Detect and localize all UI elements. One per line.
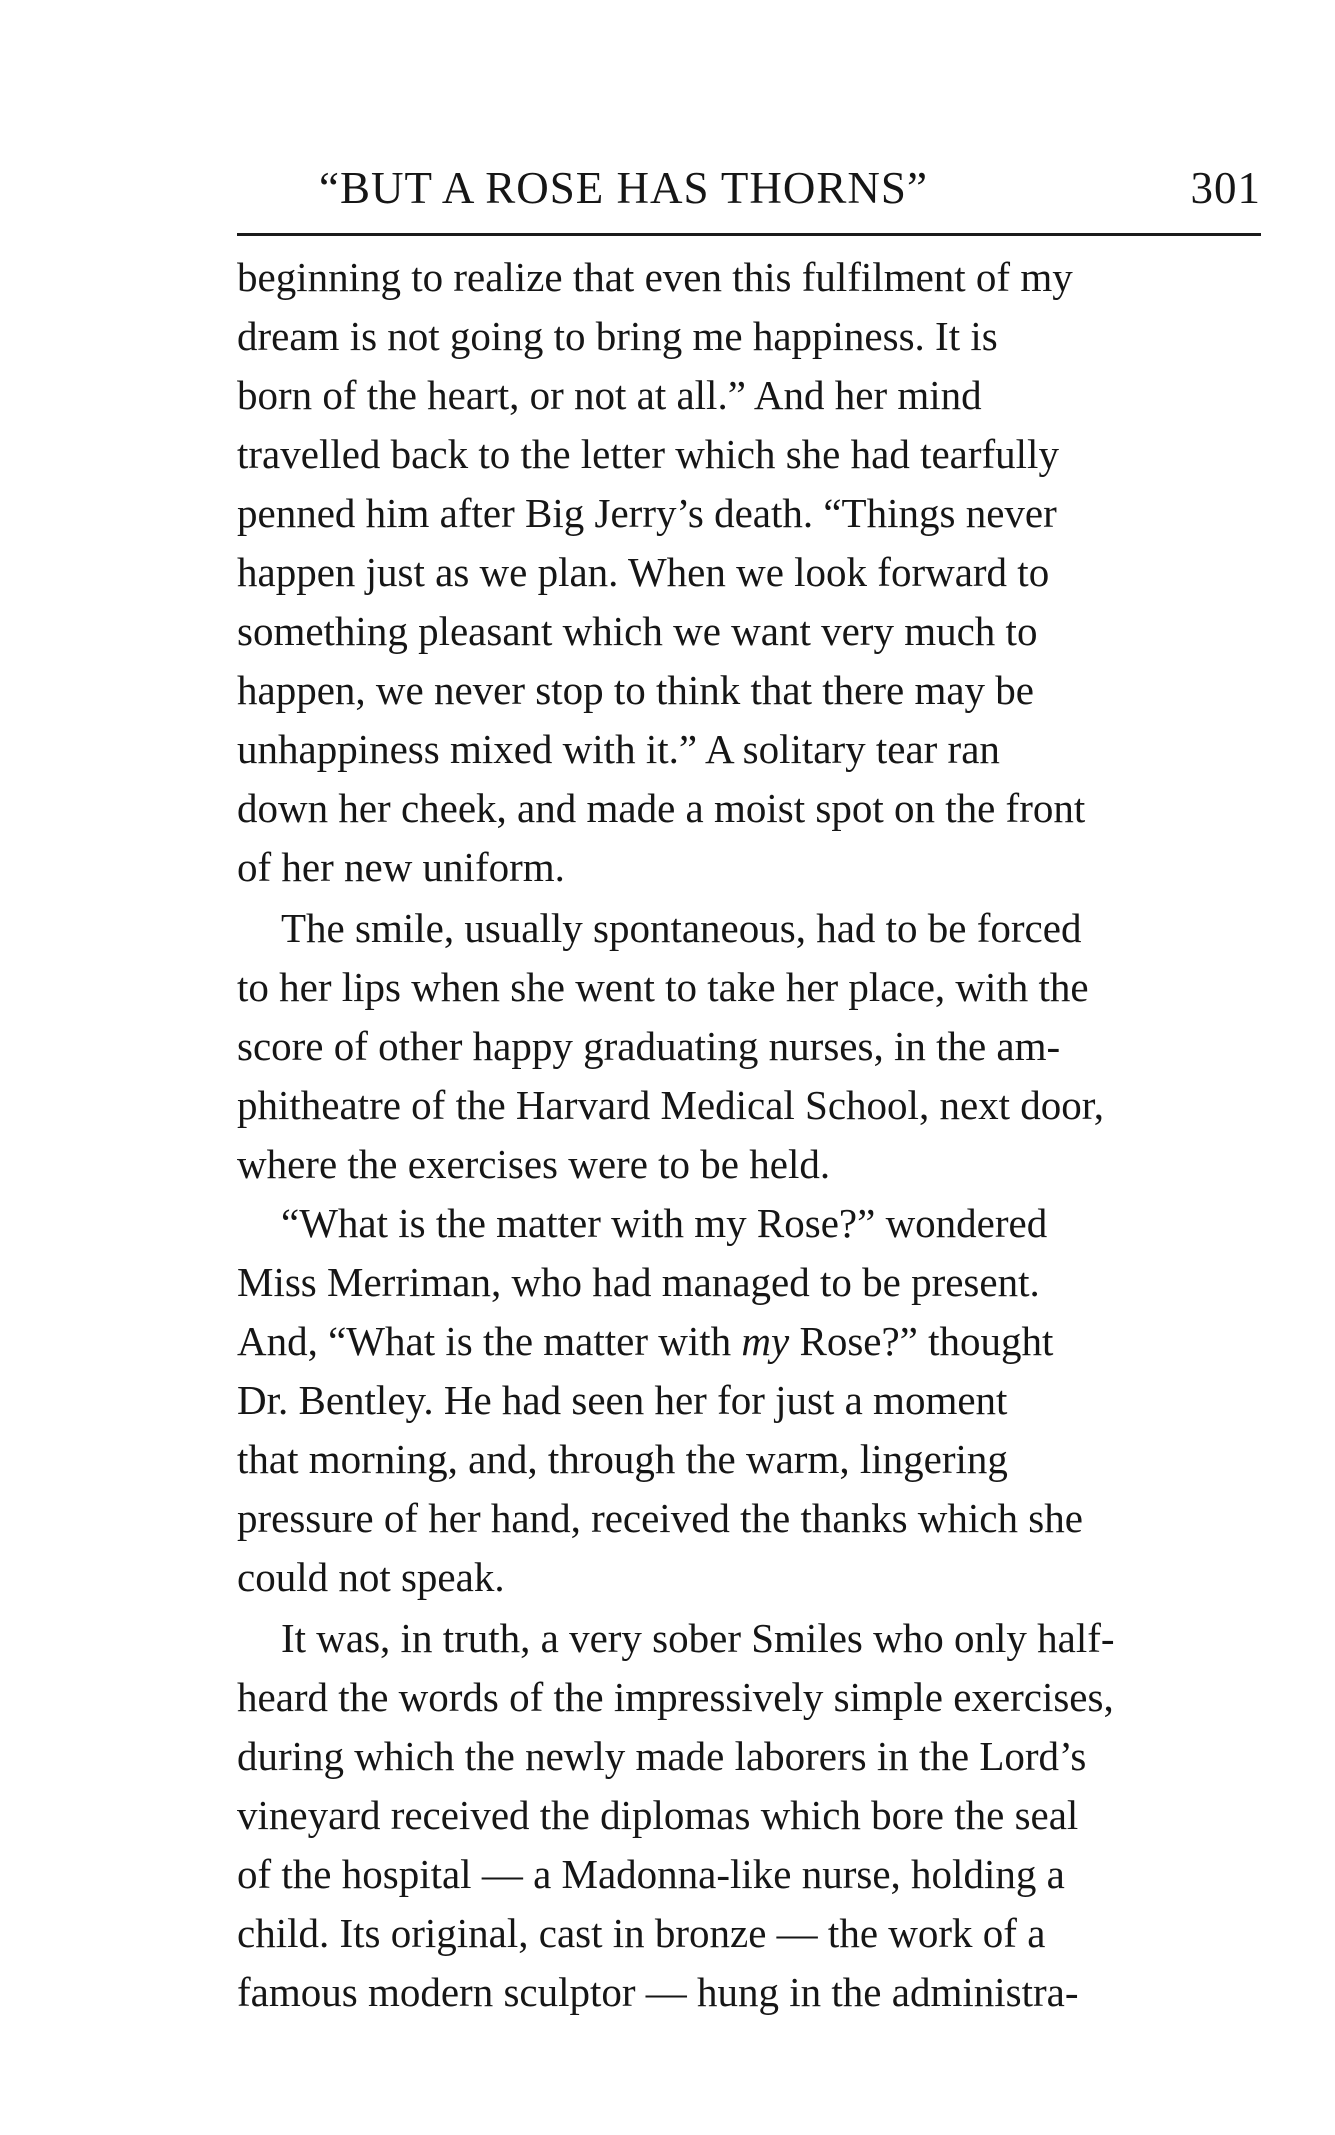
text-line: score of other happy graduating nurses, in the am- <box>237 1023 1061 1069</box>
text-line: during which the newly made laborers in the Lord’s <box>237 1733 1087 1779</box>
paragraph-start-line: “What is the matter with my Rose?” wondered <box>281 1200 1048 1246</box>
running-head <box>237 158 1261 218</box>
text-line: to her lips when she went to take her place, with the <box>237 964 1089 1010</box>
paragraph-start-line: The smile, usually spontaneous, had to be forced <box>281 905 1082 951</box>
text-line: Miss Merriman, who had managed to be present. <box>237 1259 1040 1305</box>
text-line: penned him after Big Jerry’s death. “Things never <box>237 490 1057 536</box>
text-line: pressure of her hand, received the thanks which she <box>237 1495 1083 1541</box>
text-line: born of the heart, or not at all.” And her mind <box>237 372 982 418</box>
text-line: happen, we never stop to think that there may be <box>237 667 1034 713</box>
text-line: of her new uniform. <box>237 844 565 890</box>
header-rule <box>237 233 1261 236</box>
text-line: phitheatre of the Harvard Medical School, next door, <box>237 1082 1105 1128</box>
text-line: Dr. Bentley. He had seen her for just a moment <box>237 1377 1008 1423</box>
text-line: where the exercises were to be held. <box>237 1141 831 1187</box>
page-number: 301 <box>1190 163 1261 213</box>
text-line: happen just as we plan. When we look forward to <box>237 549 1050 595</box>
text-line: dream is not going to bring me happiness. It is <box>237 313 998 359</box>
text-line: child. Its original, cast in bronze — the work of a <box>237 1910 1046 1956</box>
running-title: “BUT A ROSE HAS THORNS” <box>319 163 928 213</box>
text-line: vineyard received the diplomas which bore the seal <box>237 1792 1079 1838</box>
body-text <box>237 248 1271 2022</box>
text-line: travelled back to the letter which she had tearfully <box>237 431 1059 477</box>
paragraph-start-line: It was, in truth, a very sober Smiles who only half- <box>281 1615 1115 1661</box>
text-run: And, “What is the matter with <box>237 1318 742 1364</box>
text-run: Rose?” thought <box>789 1318 1054 1364</box>
text-line: famous modern sculptor — hung in the administra- <box>237 1969 1079 2015</box>
text-line: down her cheek, and made a moist spot on the front <box>237 785 1086 831</box>
text-line: of the hospital — a Madonna-like nurse, holding a <box>237 1851 1065 1897</box>
text-line: something pleasant which we want very much to <box>237 608 1038 654</box>
italic-word: my <box>741 1318 790 1364</box>
text-line: heard the words of the impressively simple exercises, <box>237 1674 1114 1720</box>
text-line: unhappiness mixed with it.” A solitary tear ran <box>237 726 1000 772</box>
text-line: that morning, and, through the warm, lingering <box>237 1436 1008 1482</box>
text-line: beginning to realize that even this fulfilment of my <box>237 254 1073 300</box>
text-line-with-italic <box>237 1312 1271 1371</box>
text-line: could not speak. <box>237 1554 505 1600</box>
